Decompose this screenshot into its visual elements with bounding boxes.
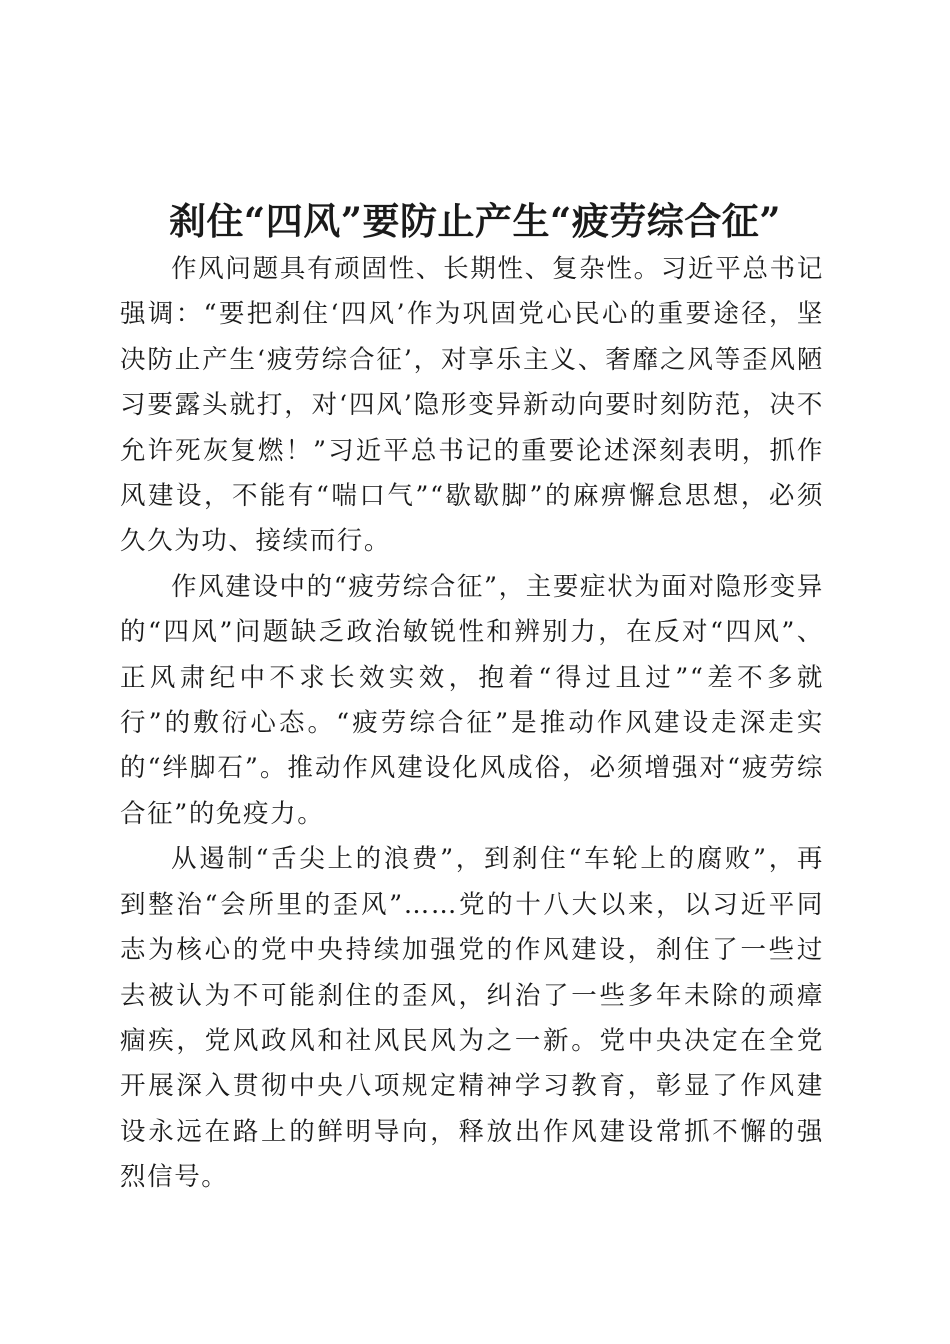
paragraph-3: 从遏制“舌尖上的浪费”，到刹住“车轮上的腐败”，再到整治“会所里的歪风”……党的十八大以来，以习近平同志为核心的党中央持续加强党的作风建设，刹住了一些过去被认为不可能刹住的歪风，纠治了一些多年未除的顽瘴痼疾，党风政风和社风民风为之一新。党中央决定在全党开展深入贯彻中央八项规定精神学习教育，彰显了作风建设永远在路上的鲜明导向，释放出作风建设常抓不懈的强烈信号。 xyxy=(120,844,824,1193)
document-title: 刹住“四风”要防止产生“疲劳综合征” xyxy=(168,198,782,243)
document-body xyxy=(120,247,824,1201)
paragraph-2: 作风建设中的“疲劳综合征”，主要症状为面对隐形变异的“四风”问题缺乏政治敏锐性和辨别力，在反对“四风”、正风肃纪中不求长效实效，抱着“得过且过”“差不多就行”的敷衍心态。“疲劳综合征”是推动作风建设走深走实的“绊脚石”。推动作风建设化风成俗，必须增强对“疲劳综合征”的免疫力。 xyxy=(120,571,824,829)
paragraph-1: 作风问题具有顽固性、长期性、复杂性。习近平总书记强调：“要把刹住‘四风’作为巩固党心民心的重要途径，坚决防止产生‘疲劳综合征’，对享乐主义、奢靡之风等歪风陋习要露头就打，对‘四风’隐形变异新动向要时刻防范，决不允许死灰复燃！”习近平总书记的重要论述深刻表明，抓作风建设，不能有“喘口气”“歇歇脚”的麻痹懈怠思想，必须久久为功、接续而行。 xyxy=(120,254,824,557)
